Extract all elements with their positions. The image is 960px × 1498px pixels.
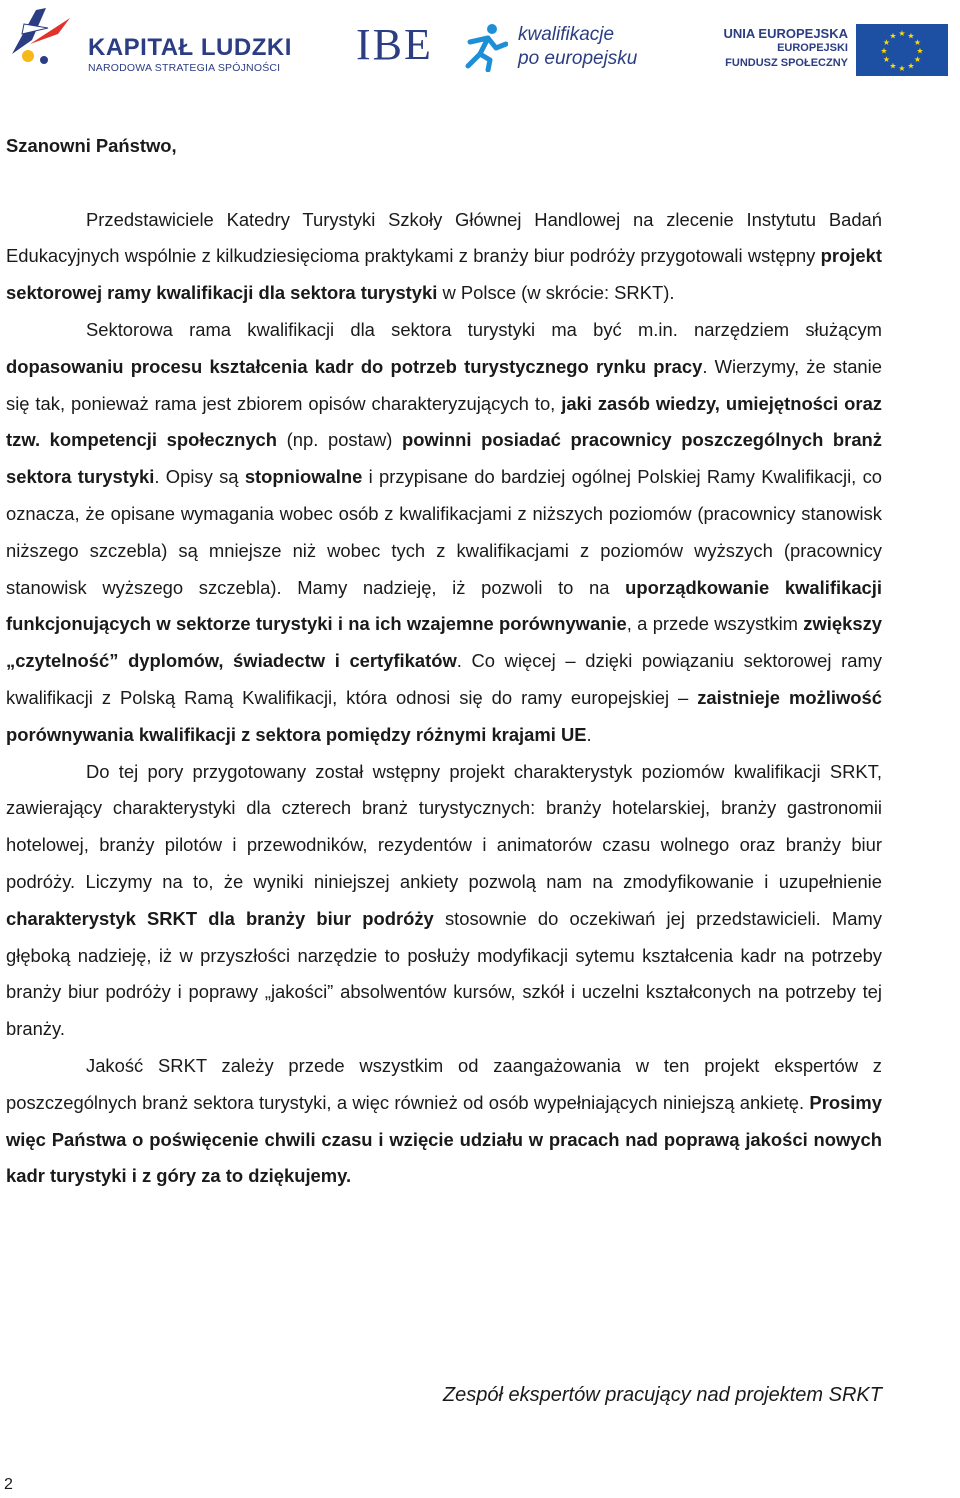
svg-text:★: ★ — [889, 61, 897, 71]
svg-text:★: ★ — [880, 46, 888, 56]
svg-text:★: ★ — [913, 38, 922, 47]
text-run: Przedstawiciele Katedry Turystyki Szkoły Głównej Handlowej na zlecenie Instytutu Badań Edukacyjnych wspólnie z kilkudziesięcioma praktykami z branży biur podróży przygotowali wstępny — [6, 208, 882, 267]
text-run: Sektorowa rama kwalifikacji dla sektora turystyki ma być m.in. narzędziem służącym — [86, 318, 882, 340]
bold-text-run: stopniowalne — [244, 466, 363, 488]
svg-text:★: ★ — [907, 61, 915, 71]
eu-flag-icon — [856, 24, 948, 76]
bold-text-run: zwiększy „czytelność” dyplomów, świadectw i certyfikatów — [6, 613, 883, 672]
text-run: . — [586, 723, 592, 745]
svg-text:★: ★ — [882, 38, 891, 47]
text-run: stosownie do oczekiwań jej przedstawicieli. Mamy głęboką nadzieję, iż w przyszłości narzędzie to posłuży modyfikacji sytemu kształcenia kadr na potrzeby branży biur podróży i poprawy „jakości” absolwentów kursów, szkół i uczelni kształconych na potrzeby tej branży. — [6, 907, 882, 1040]
kapital-ludzki-star-icon — [8, 4, 80, 66]
paragraph-4 — [6, 1048, 882, 1195]
page-number: 2 — [4, 1476, 13, 1493]
text-run: . Co więcej – dzięki powiązaniu sektorowej ramy kwalifikacji z Polską Ramą Kwalifikacji, która odnosi się do ramy europejskiej – — [6, 650, 882, 708]
signature: Zespół ekspertów pracujący nad projektem SRKT — [442, 1384, 882, 1406]
text-run: (np. postaw) — [277, 429, 402, 451]
greeting: Szanowni Państwo, — [6, 135, 177, 156]
page-header — [0, 0, 960, 90]
text-run: , a przede wszystkim — [626, 613, 804, 635]
svg-text:★: ★ — [913, 55, 922, 64]
letter-body — [6, 128, 882, 1195]
svg-text:★: ★ — [882, 55, 891, 64]
bold-text-run: Prosimy więc Państwa o poświęcenie chwili czasu i wzięcie udziału w pracach nad poprawą jakości nowych kadr turystyki i z góry za to dziękujemy. — [6, 1091, 882, 1187]
ibe-tagline-line2: po europejsku — [518, 48, 638, 69]
text-run: Do tej pory przygotowany został wstępny projekt charakterystyk poziomów kwalifikacji SRKT, zawierający charakterystyki dla czterech branż turystycznych: branży hotelarskiej, branży gastronomii hotelowej, branży pilotów i przewodników, rezydentów i animatorów czasu wolnego oraz branży biur podróży. Liczymy na to, że wyniki niniejszej ankiety pozwolą nam na zmodyfikowanie i uzupełnienie — [6, 760, 882, 892]
ibe-logo — [356, 22, 656, 74]
svg-text:★: ★ — [889, 31, 897, 41]
bold-text-run: dopasowaniu procesu kształcenia kadr do potrzeb turystycznego rynku pracy — [6, 355, 703, 377]
ibe-tagline-line1: kwalifikacje — [518, 24, 615, 45]
text-run: Jakość SRKT zależy przede wszystkim od zaangażowania w ten projekt ekspertów z poszczególnych branż sektora turystyki, a więc również od osób wypełniających niniejszą ankietę. — [6, 1054, 882, 1113]
eu-logo — [724, 22, 950, 78]
svg-text:★: ★ — [907, 31, 915, 41]
paragraph-3 — [6, 754, 882, 1048]
paragraph-2 — [6, 312, 882, 754]
kapital-ludzki-subtitle: NARODOWA STRATEGIA SPÓJNOŚCI — [88, 62, 281, 74]
bold-text-run: jaki zasób wiedzy, umiejętności oraz tzw. kompetencji społecznych — [6, 392, 882, 451]
kapital-ludzki-title: KAPITAŁ LUDZKI — [88, 34, 292, 61]
svg-text:★: ★ — [898, 29, 906, 38]
text-run: . Wierzymy, że stanie się tak, ponieważ rama jest zbiorem opisów charakteryzujących to, — [6, 355, 882, 414]
eu-logo-line3: FUNDUSZ SPOŁECZNY — [725, 57, 848, 69]
text-run: . Opisy są — [154, 466, 245, 488]
text-run: w Polsce (w skrócie: SRKT). — [437, 282, 675, 304]
text-run: i przypisane do bardziej ogólnej Polskiej Ramy Kwalifikacji, co oznacza, że opisane wymagania wobec osób z kwalifikacjami z niższych poziomów (pracownicy stanowisk niższego szczebla) są mniejsze niż wobec tych z kwalifikacjami z poziomów wyższych (pracownicy stanowisk wyższego szczebla). Mamy nadzieję, iż pozwoli to na — [6, 466, 882, 598]
bold-text-run: powinni posiadać pracownicy poszczególnych branż sektora turystyki — [6, 429, 882, 488]
eu-logo-line2: EUROPEJSKI — [777, 42, 848, 54]
runner-icon — [462, 22, 508, 72]
bold-text-run: uporządkowanie kwalifikacji funkcjonujących w sektorze turystyki i na ich wzajemne porównywanie — [6, 576, 882, 635]
kapital-ludzki-logo — [8, 4, 298, 74]
svg-text:★: ★ — [898, 64, 906, 73]
paragraph-1 — [6, 202, 882, 312]
ibe-title: IBE — [356, 20, 433, 69]
bold-text-run: zaistnieje możliwość porównywania kwalifikacji z sektora pomiędzy różnymi krajami UE — [6, 686, 882, 745]
svg-text:★: ★ — [916, 46, 924, 56]
bold-text-run: charakterystyk SRKT dla branży biur podróży — [6, 907, 434, 929]
eu-logo-line1: UNIA EUROPEJSKA — [723, 26, 848, 41]
bold-text-run: projekt sektorowej ramy kwalifikacji dla sektora turystyki — [6, 245, 882, 304]
